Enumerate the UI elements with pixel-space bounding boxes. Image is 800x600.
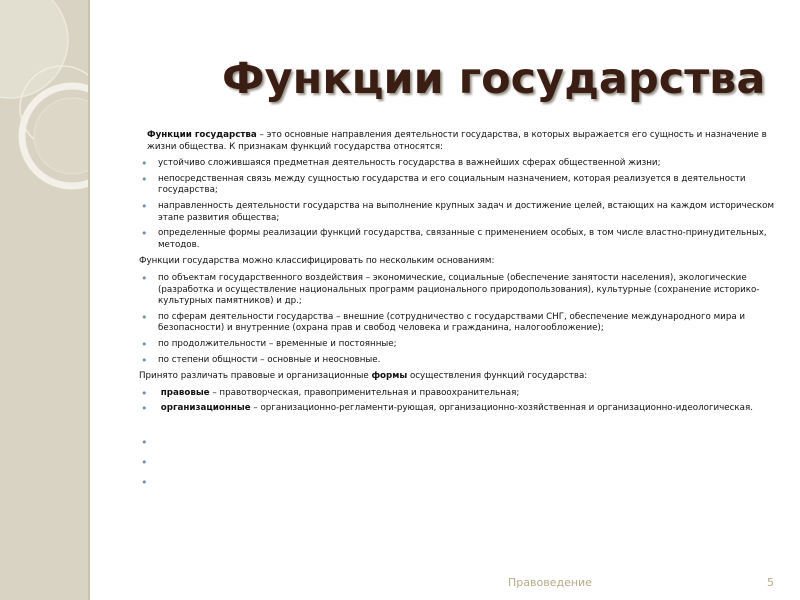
empty-list-item [139, 477, 779, 488]
classifications-list [139, 273, 779, 366]
bullet-icon: • [141, 386, 148, 400]
bullet-icon: • [141, 455, 148, 469]
form-term: организационные [160, 403, 251, 414]
bullet-icon: • [141, 337, 148, 351]
intro-term: Функции государства [147, 130, 257, 140]
bullet-icon: • [141, 475, 148, 489]
list-item [139, 355, 779, 367]
bullet-icon: • [141, 435, 148, 449]
forms-intro-post: осуществления функций государства: [407, 371, 588, 382]
empty-bullets [139, 437, 779, 488]
list-item [139, 228, 779, 251]
list-item [139, 201, 779, 224]
list-item-text: непосредственная связь между сущностью государства и его социальным назначением, которая реализуется в деятельности государства; [158, 173, 746, 196]
list-item-text: устойчиво сложившаяся предметная деятельность государства в важнейших сферах общественной жизни; [158, 158, 661, 169]
panel-divider [88, 0, 90, 600]
forms-intro [139, 371, 779, 383]
bullet-icon: • [141, 227, 148, 241]
decorative-side-panel [0, 0, 88, 600]
list-item [139, 388, 779, 400]
list-item [139, 403, 779, 415]
list-item [139, 312, 779, 335]
empty-list-item [139, 437, 779, 448]
list-item-text: направленность деятельности государства на выполнение крупных задач и достижение целей, встающих на каждом историческом этапе развития общества; [158, 200, 775, 223]
intro-paragraph [139, 130, 779, 153]
empty-list-item [139, 457, 779, 468]
bullet-icon: • [141, 310, 148, 324]
slide-title: Функции государства [222, 54, 766, 104]
bullet-icon: • [141, 271, 148, 285]
page-number: 5 [767, 576, 774, 589]
bullet-icon: • [141, 402, 148, 416]
list-item [139, 174, 779, 197]
decorative-circles [0, 0, 88, 600]
list-item-text: определенные формы реализации функций государства, связанные с применением особых, в том числе властно-принудительных, методов. [158, 228, 767, 250]
list-item-text: по продолжительности – временные и постоянные; [158, 338, 397, 349]
list-item [139, 158, 779, 170]
list-item [139, 273, 779, 308]
list-item-text: по объектам государственного воздействия – экономические, социальные (обеспечение занятости населения), экологические (разработка и осуществление национальных программ рационального природопользования), культурные (сохранение историко-культурных памятников) и др.; [158, 272, 760, 307]
forms-list [139, 388, 779, 415]
bullet-icon: • [141, 157, 148, 171]
footer-text: Правоведение [508, 576, 592, 589]
list-item [139, 339, 779, 351]
bullet-icon: • [141, 172, 148, 186]
features-list [139, 158, 779, 251]
bullet-icon: • [141, 199, 148, 213]
slide-body [139, 130, 779, 497]
bullet-icon: • [141, 353, 148, 367]
classification-intro: Функции государства можно классифицировать по нескольким основаниям: [139, 256, 495, 267]
intro-text: – это основные направления деятельности государства, в которых выражается его сущность и назначение в жизни общества. К признакам функций государства относятся: [147, 130, 767, 152]
forms-intro-pre: Принято различать правовые и организационные [139, 371, 372, 382]
forms-intro-bold: формы [371, 371, 408, 382]
list-item-text: по степени общности – основные и неосновные. [158, 354, 381, 365]
form-term: правовые [160, 387, 210, 398]
list-item-text: по сферам деятельности государства – внешние (сотрудничество с государствами СНГ, обеспечение международного мира и безопасности) и внутренние (охрана прав и свобод человека и гражданина, налогообложение); [158, 311, 746, 334]
form-text: – организационно-регламенти-рующая, организационно-хозяйственная и организационно-идеологическая. [250, 403, 753, 414]
form-text: – правотворческая, правоприменительная и правоохранительная; [209, 387, 520, 398]
